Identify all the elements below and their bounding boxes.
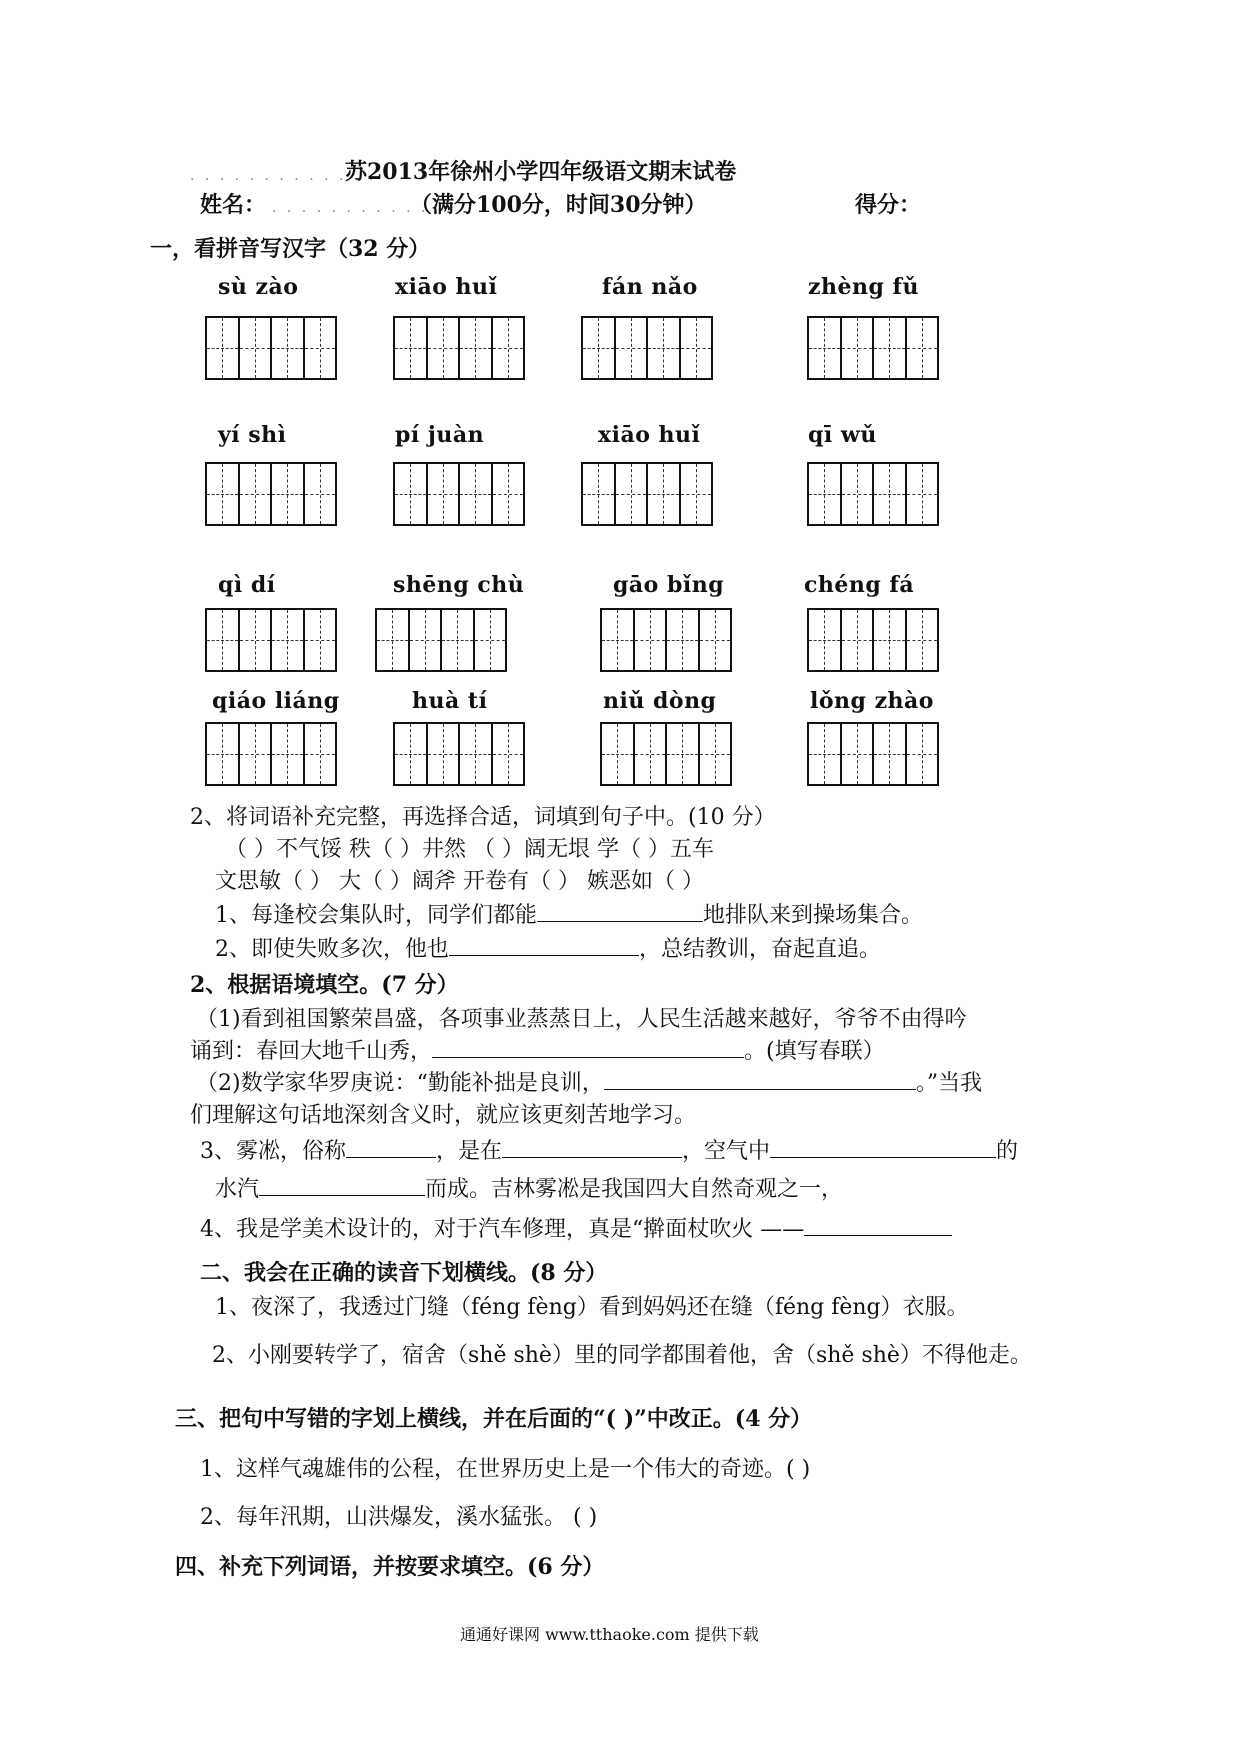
section3-heading: 三、把句中写错的字划上横线，并在后面的“( )”中改正。(4 分） xyxy=(175,1406,813,1432)
pinyin-label: zhèng fǔ xyxy=(808,274,919,300)
char-grid[interactable] xyxy=(807,462,939,526)
q2-words-line2: 文思敏（ ） 大（ ）阔斧 开卷有（ ） 嫉恶如（ ） xyxy=(215,869,704,894)
page-title: 苏2013年徐州小学四年级语文期末试卷 xyxy=(345,159,737,185)
q2-s1-text-end: 地排队来到操场集合。 xyxy=(703,903,924,928)
q3-p1-line2 xyxy=(190,1034,885,1065)
q2-sentence1 xyxy=(215,898,923,929)
char-grid[interactable] xyxy=(205,462,337,526)
q3-p1-end: 。(填写春联） xyxy=(744,1039,885,1064)
section4-heading: 四、补充下列词语，并按要求填空。(6 分） xyxy=(175,1554,605,1580)
q3-p3-line1 xyxy=(200,1134,1018,1165)
char-grid[interactable] xyxy=(205,608,337,672)
pinyin-label: qì dí xyxy=(218,572,276,598)
pinyin-label: gāo bǐng xyxy=(613,572,725,598)
char-grid[interactable] xyxy=(807,608,939,672)
char-grid[interactable] xyxy=(393,462,525,526)
q3-p1-line1: （1)看到祖国繁荣昌盛，各项事业蒸蒸日上，人民生活越来越好，爷爷不由得吟 xyxy=(196,1007,967,1032)
answer-blank[interactable] xyxy=(432,1035,744,1058)
char-grid[interactable] xyxy=(375,608,507,672)
q3-p3-text4: 的 xyxy=(996,1139,1019,1164)
answer-blank[interactable] xyxy=(502,1135,682,1158)
section3-line1: 1、这样气魂雄伟的公程，在世界历史上是一个伟大的奇迹。( ) xyxy=(200,1457,811,1482)
answer-blank[interactable] xyxy=(804,1213,952,1236)
name-dots: . . . . . . . . . . . xyxy=(272,200,429,216)
char-grid[interactable] xyxy=(807,316,939,380)
q3-p1-text: 诵到：春回大地千山秀， xyxy=(190,1039,433,1064)
pinyin-label: xiāo huǐ xyxy=(395,274,498,300)
q2-words-line1: （ ）不气馁 秩（ ）井然 （ ）阔无垠 学（ ）五车 xyxy=(225,837,714,862)
q3-p3-line2 xyxy=(215,1172,843,1203)
q3-p3-text6: 而成。吉林雾凇是我国四大自然奇观之一， xyxy=(425,1177,844,1202)
pinyin-label: qī wǔ xyxy=(808,422,877,448)
answer-blank[interactable] xyxy=(259,1173,425,1196)
pinyin-label: niǔ dòng xyxy=(603,688,717,714)
q3-p2-line2: 们理解这句话地深刻含义时，就应该更刻苦地学习。 xyxy=(190,1103,697,1128)
answer-blank[interactable] xyxy=(346,1135,436,1158)
answer-blank[interactable] xyxy=(449,933,639,956)
pinyin-label: lǒng zhào xyxy=(810,688,934,714)
char-grid[interactable] xyxy=(581,462,713,526)
q3-p2-end: 。”当我 xyxy=(915,1071,983,1096)
pinyin-label: chéng fá xyxy=(804,572,915,598)
answer-blank[interactable] xyxy=(604,1067,916,1090)
section3-line2: 2、每年汛期，山洪爆发，溪水猛张。 ( ) xyxy=(200,1505,598,1530)
q3-p3-text5: 水汽 xyxy=(215,1177,260,1202)
pinyin-label: qiáo liáng xyxy=(212,688,340,714)
char-grid[interactable] xyxy=(205,316,337,380)
q3-p3-text: 3、雾凇，俗称 xyxy=(200,1139,346,1164)
q3-heading: 2、根据语境填空。(7 分） xyxy=(190,972,459,998)
char-grid[interactable] xyxy=(205,722,337,786)
pinyin-label: fán nǎo xyxy=(602,274,698,300)
q2-s2-text: 2、即使失败多次，他也 xyxy=(215,937,449,962)
q2-s1-text: 1、每逢校会集队时，同学们都能 xyxy=(215,903,537,928)
section2-line2: 2、小刚要转学了，宿舍（shě shè）里的同学都围着他，舍（shě shè）不得他走。 xyxy=(212,1343,1032,1368)
pinyin-label: xiāo huǐ xyxy=(598,422,701,448)
char-grid[interactable] xyxy=(581,316,713,380)
section2-line1: 1、夜深了，我透过门缝（féng fèng）看到妈妈还在缝（féng fèng）衣服。 xyxy=(215,1295,969,1320)
q3-p4 xyxy=(200,1212,952,1243)
pinyin-label: huà tí xyxy=(412,688,488,714)
q2-s2-text-end: ，总结教训，奋起直追。 xyxy=(639,937,882,962)
char-grid[interactable] xyxy=(393,316,525,380)
score-info: （满分100分，时间30分钟） xyxy=(410,192,707,218)
char-grid[interactable] xyxy=(807,722,939,786)
char-grid[interactable] xyxy=(600,722,732,786)
q2-heading: 2、将词语补充完整，再选择合适，词填到句子中。(10 分） xyxy=(190,805,776,830)
section1-heading: 一，看拼音写汉字（32 分） xyxy=(150,236,431,262)
answer-blank[interactable] xyxy=(770,1135,996,1158)
q3-p2-line1 xyxy=(196,1066,982,1097)
section2-heading: 二、我会在正确的读音下划横线。(8 分） xyxy=(200,1260,608,1286)
pinyin-label: pí juàn xyxy=(395,422,485,448)
footer-text: 通通好课网 www.tthaoke.com 提供下载 xyxy=(460,1625,759,1644)
q2-sentence2 xyxy=(215,932,881,963)
pinyin-label: shēng chù xyxy=(393,572,525,598)
q3-p3-text3: ，空气中 xyxy=(682,1139,771,1164)
q3-p3-text2: ，是在 xyxy=(436,1139,503,1164)
q3-p4-text: 4、我是学美术设计的，对于汽车修理，真是“擀面杖吹火 —— xyxy=(200,1217,805,1242)
answer-blank[interactable] xyxy=(537,899,703,922)
score-label: 得分： xyxy=(855,192,922,218)
name-label: 姓名： xyxy=(200,192,267,218)
char-grid[interactable] xyxy=(600,608,732,672)
q3-p2-text: （2)数学家华罗庚说：“勤能补拙是良训， xyxy=(196,1071,604,1096)
char-grid[interactable] xyxy=(393,722,525,786)
leader-dots: . . . . . . . . . . . . . xyxy=(190,168,377,184)
pinyin-label: sù zào xyxy=(218,274,299,300)
pinyin-label: yí shì xyxy=(218,422,287,448)
